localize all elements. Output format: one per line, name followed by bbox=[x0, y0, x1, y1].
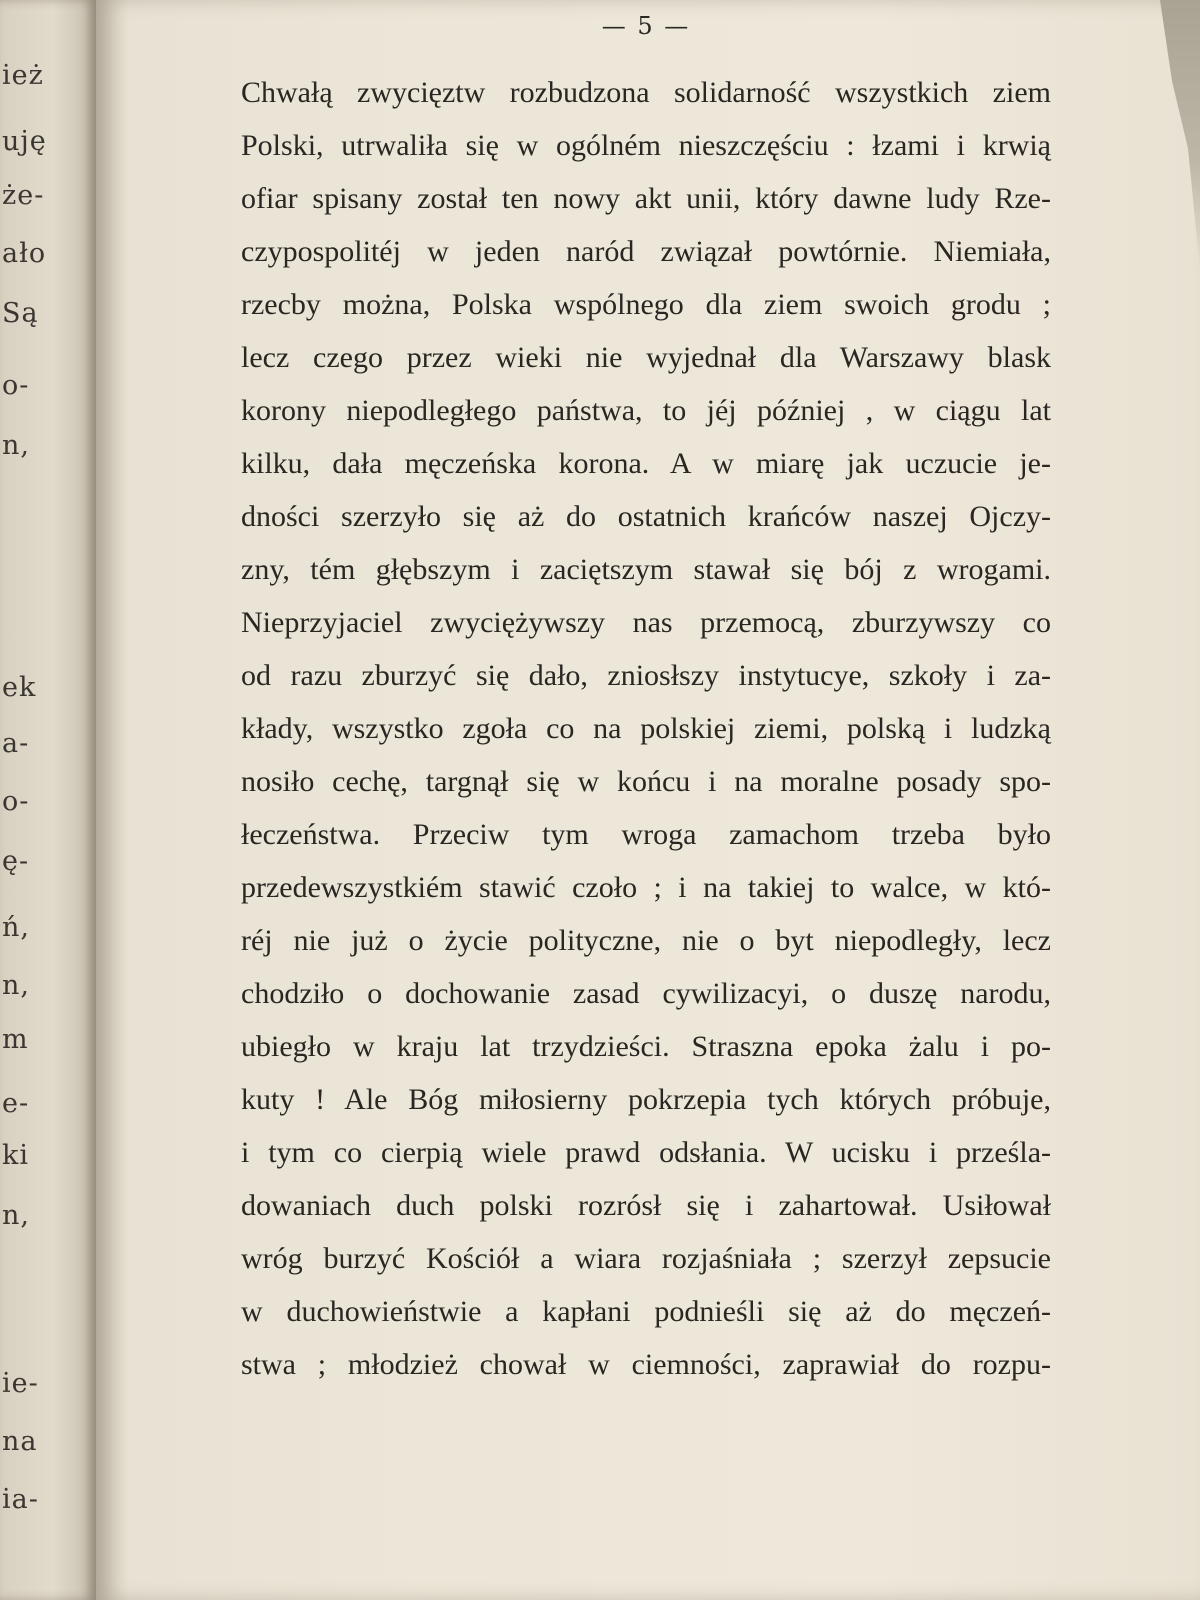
facing-page-fragment: na bbox=[2, 1426, 38, 1457]
text-line: kilku, dała męczeńska korona. A w miarę jak uczucie je- bbox=[241, 447, 1051, 480]
torn-corner bbox=[1160, 0, 1200, 270]
facing-page-fragment: ież bbox=[2, 60, 44, 91]
text-line: nosiło cechę, targnął się w końcu i na moralne posady spo- bbox=[241, 765, 1051, 798]
text-line: lecz czego przez wieki nie wyjednał dla Warszawy blask bbox=[241, 341, 1051, 374]
text-line: Polski, utrwaliła się w ogólném nieszczęściu : łzami i krwią bbox=[241, 129, 1051, 162]
facing-page-fragment: m bbox=[2, 1024, 29, 1055]
facing-page-fragment: ę- bbox=[2, 846, 30, 877]
text-line: dowaniach duch polski rozrósł się i zahartował. Usiłował bbox=[241, 1189, 1051, 1222]
text-line: ofiar spisany został ten nowy akt unii, który dawne ludy Rze- bbox=[241, 182, 1051, 215]
text-line: łeczeństwa. Przeciw tym wroga zamachom trzeba było bbox=[241, 818, 1051, 851]
facing-page-fragment: ie- bbox=[2, 1368, 39, 1399]
facing-page-fragment: a- bbox=[2, 728, 30, 759]
text-line: dności szerzyło się aż do ostatnich krańców naszej Ojczy- bbox=[241, 500, 1051, 533]
text-line: chodziło o dochowanie zasad cywilizacyi, o duszę narodu, bbox=[241, 977, 1051, 1010]
text-line: rzecby można, Polska wspólnego dla ziem swoich grodu ; bbox=[241, 288, 1051, 321]
text-line: kłady, wszystko zgoła co na polskiej ziemi, polską i ludzką bbox=[241, 712, 1051, 745]
facing-page-fragment: ń, bbox=[2, 912, 30, 943]
body-text bbox=[241, 66, 1051, 1391]
text-line: czypospolitéj w jeden naród związał powtórnie. Niemiała, bbox=[241, 235, 1051, 268]
facing-page-fragment: ia- bbox=[2, 1484, 39, 1515]
text-line: zny, tém głębszym i zaciętszym stawał się bój z wrogami. bbox=[241, 553, 1051, 586]
facing-page-fragment: ek bbox=[2, 672, 37, 703]
text-line: korony niepodległego państwa, to jéj później , w ciągu lat bbox=[241, 394, 1051, 427]
text-line: w duchowieństwie a kapłani podnieśli się aż do męczeń- bbox=[241, 1295, 1051, 1328]
facing-page-fragment: n, bbox=[2, 1200, 30, 1231]
facing-page-fragment: e- bbox=[2, 1088, 30, 1119]
facing-page-fragment: n, bbox=[2, 430, 30, 461]
text-line: od razu zburzyć się dało, zniosłszy instytucye, szkoły i za- bbox=[241, 659, 1051, 692]
text-line: wróg burzyć Kościół a wiara rozjaśniała ; szerzył zepsucie bbox=[241, 1242, 1051, 1275]
page-number: — 5 — bbox=[601, 12, 691, 40]
text-line: przedewszystkiém stawić czoło ; i na takiej to walce, w któ- bbox=[241, 871, 1051, 904]
text-line: Nieprzyjaciel zwyciężywszy nas przemocą, zburzywszy co bbox=[241, 606, 1051, 639]
facing-page-fragment: uję bbox=[2, 126, 47, 157]
facing-page-fragment: ki bbox=[2, 1140, 29, 1171]
facing-page-fragment: Są bbox=[2, 298, 39, 329]
text-line: ubiegło w kraju lat trzydzieści. Straszna epoka żalu i po- bbox=[241, 1030, 1051, 1063]
text-line: kuty ! Ale Bóg miłosierny pokrzepia tych których próbuje, bbox=[241, 1083, 1051, 1116]
facing-page-fragment: ało bbox=[2, 238, 47, 269]
book-page bbox=[96, 0, 1200, 1600]
facing-page-fragment: o- bbox=[2, 370, 30, 401]
text-line: réj nie już o życie polityczne, nie o byt niepodległy, lecz bbox=[241, 924, 1051, 957]
text-line: Chwałą zwycięztw rozbudzona solidarność wszystkich ziem bbox=[241, 76, 1051, 109]
facing-page-fragment: że- bbox=[2, 180, 45, 211]
facing-page-fragment: n, bbox=[2, 970, 30, 1001]
text-line: i tym co cierpią wiele prawd odsłania. W ucisku i prześla- bbox=[241, 1136, 1051, 1169]
text-line: stwa ; młodzież chował w ciemności, zaprawiał do rozpu- bbox=[241, 1348, 1051, 1381]
facing-page-fragment: o- bbox=[2, 786, 30, 817]
facing-page-edge bbox=[0, 0, 96, 1600]
